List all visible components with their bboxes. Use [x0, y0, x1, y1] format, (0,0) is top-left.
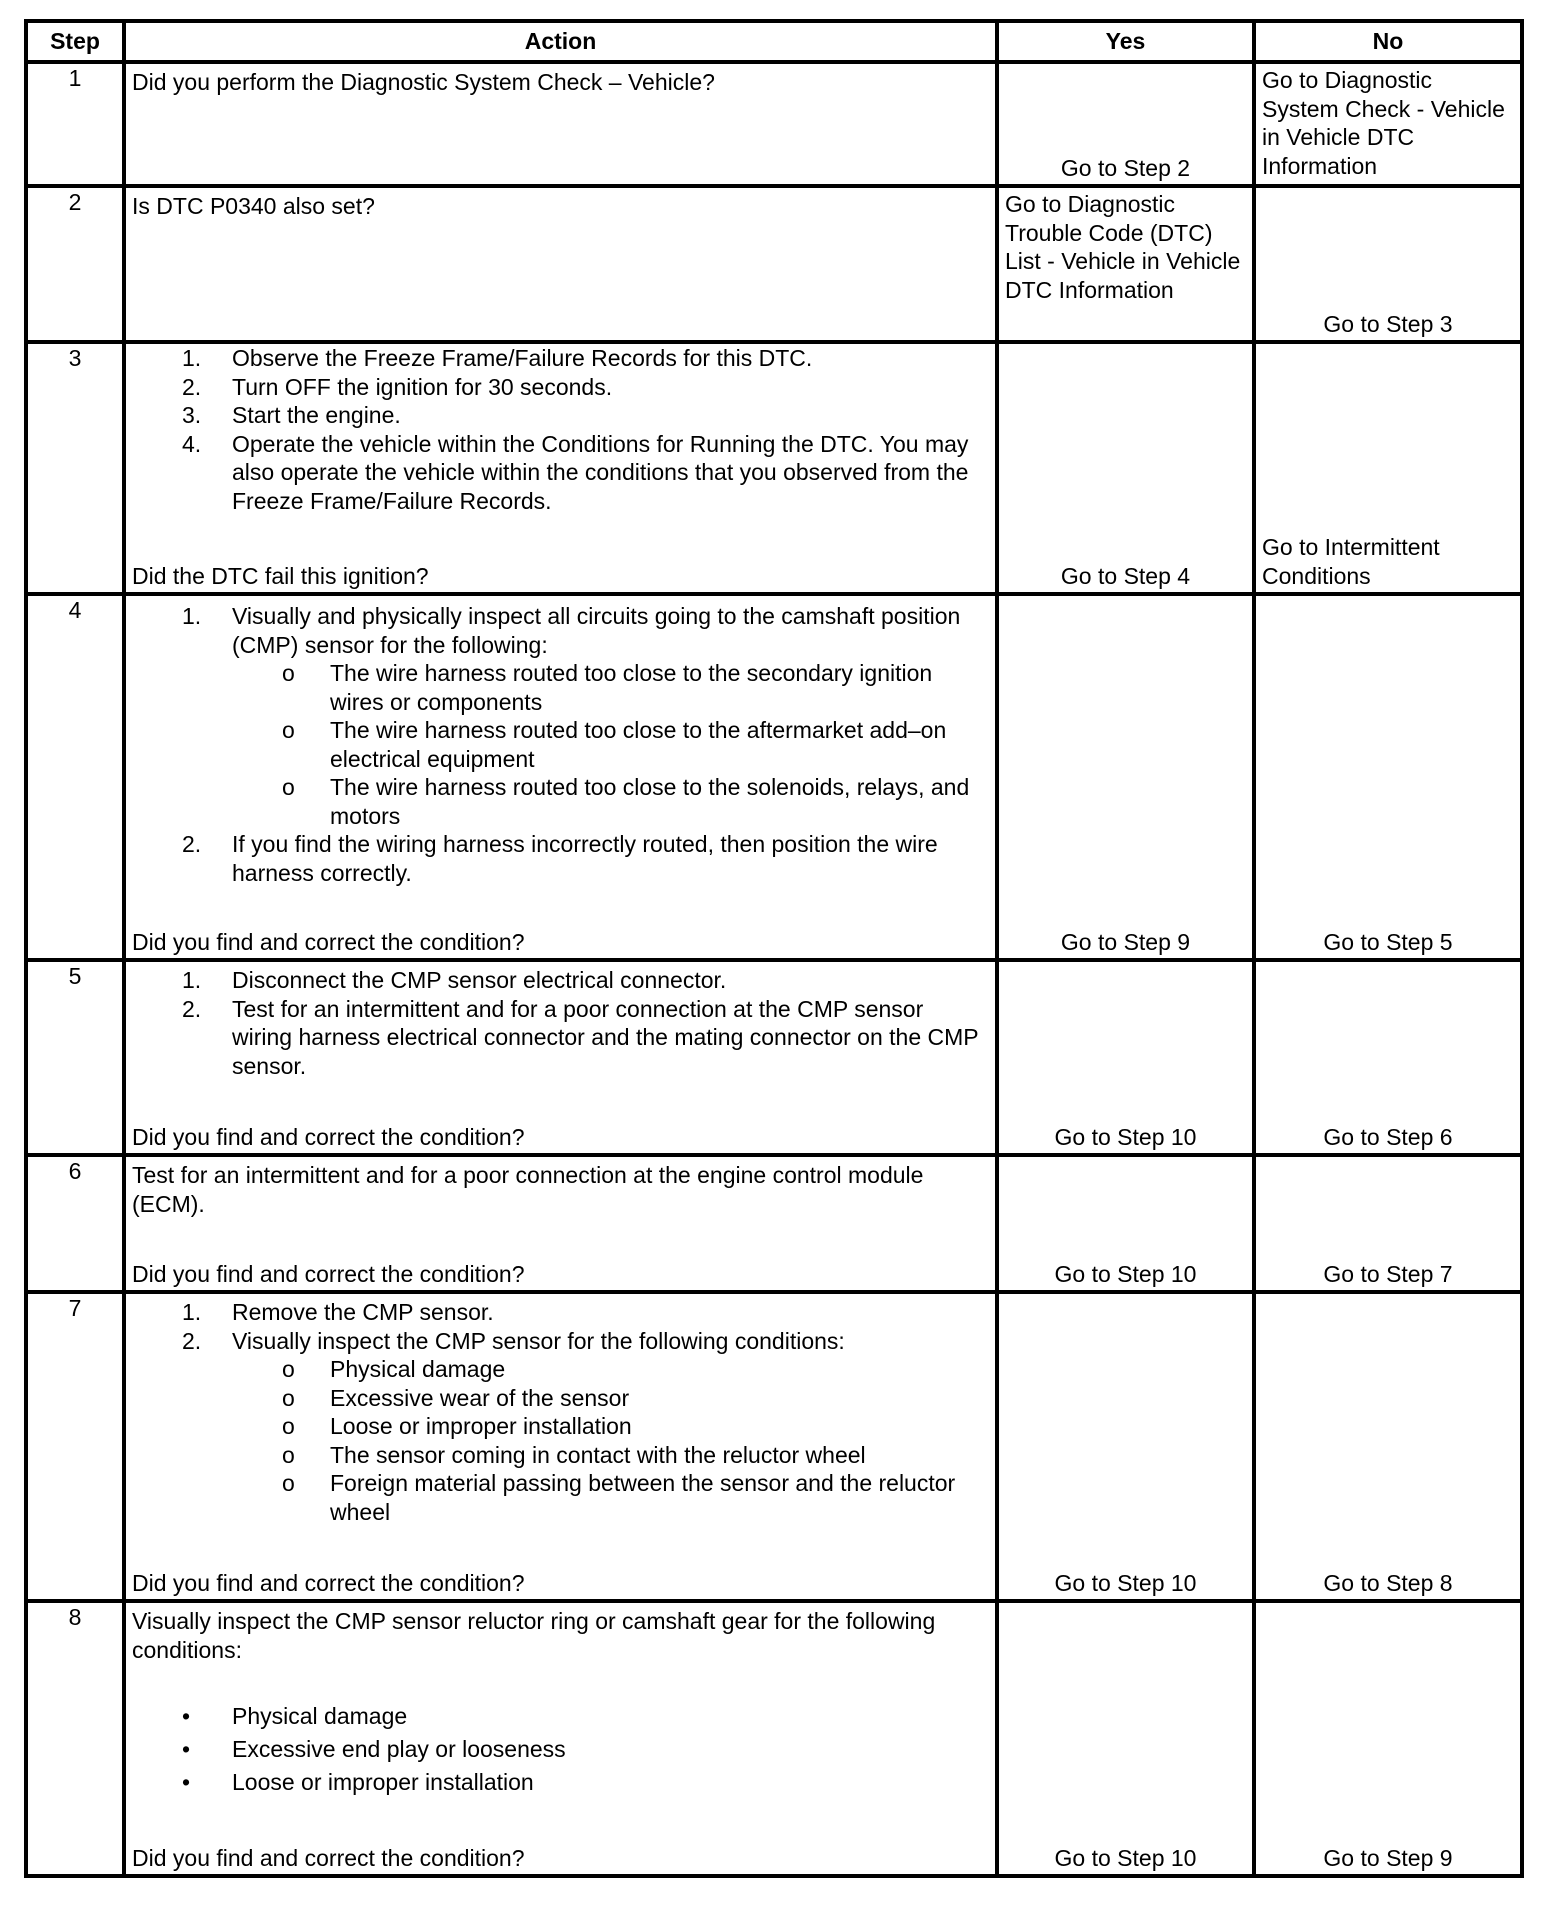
condition-text: Foreign material passing between the sensor and the reluctor wheel: [330, 1470, 956, 1525]
step-number: 5: [26, 960, 124, 1155]
item-text: Start the engine.: [232, 402, 401, 428]
condition-text: Physical damage: [330, 1356, 506, 1382]
item-text: Visually and physically inspect all circuits going to the camshaft position (CMP) sensor for the following:: [232, 603, 961, 658]
no-result: Go to Step 6: [1323, 1123, 1453, 1150]
circle-bullet-icon: o: [282, 1413, 295, 1439]
action-cell: [124, 594, 997, 960]
header-row: [26, 21, 1522, 62]
condition-item: [232, 1441, 989, 1470]
yes-result: Go to Step 10: [1054, 1844, 1197, 1871]
item-number: 1.: [182, 603, 202, 629]
item-text: Remove the CMP sensor.: [232, 1299, 494, 1325]
table-row-step-4: [26, 594, 1522, 960]
circle-bullet-icon: o: [282, 660, 295, 686]
table-row-step-8: [26, 1601, 1522, 1876]
item-number: 1.: [182, 967, 202, 993]
condition-list: [132, 1700, 989, 1799]
step-number: 2: [26, 186, 124, 342]
yes-result: Go to Step 10: [1054, 1260, 1197, 1287]
table-row-step-3: [26, 342, 1522, 594]
condition-item: [232, 1355, 989, 1384]
step-number: 7: [26, 1292, 124, 1601]
condition-text: Loose or improper installation: [232, 1769, 534, 1795]
yes-cell: [997, 960, 1254, 1155]
condition-item: [132, 1700, 989, 1733]
header-step: Step: [26, 21, 124, 62]
yes-cell: [997, 594, 1254, 960]
yes-result: Go to Step 10: [1054, 1569, 1197, 1596]
item-text: Operate the vehicle within the Conditions for Running the DTC. You may also operate the vehicle within the conditions that you observed from the Freeze Frame/Failure Records.: [232, 430, 969, 514]
condition-item: [132, 1766, 989, 1799]
item-number: 2.: [182, 831, 202, 857]
bullet-icon: •: [182, 1703, 191, 1729]
action-cell: [124, 960, 997, 1155]
item-text: Test for an intermittent and for a poor connection at the CMP sensor wiring harness electrical connector and the mating connector on the CMP sensor.: [232, 995, 979, 1079]
no-cell: [1254, 1155, 1522, 1292]
action-cell: [124, 62, 997, 186]
condition-item: [132, 1733, 989, 1766]
condition-list: [232, 659, 989, 830]
action-text: Is DTC P0340 also set?: [132, 193, 375, 219]
item-number: 1.: [182, 345, 202, 371]
circle-bullet-icon: o: [282, 1356, 295, 1382]
no-result: Go to Step 5: [1323, 928, 1453, 955]
item-text: Visually inspect the CMP sensor for the following conditions:: [232, 1327, 845, 1354]
table-row-step-5: [26, 960, 1522, 1155]
action-question: Did you find and correct the condition?: [132, 1123, 525, 1150]
item-number: 3.: [182, 402, 202, 428]
item-number: 2.: [182, 1327, 202, 1354]
condition-item: [232, 659, 989, 716]
no-cell: [1254, 342, 1522, 594]
item-text: Turn OFF the ignition for 30 seconds.: [232, 373, 613, 400]
yes-result: Go to Step 2: [1060, 154, 1191, 181]
step-number: 8: [26, 1601, 124, 1876]
action-text: Did you perform the Diagnostic System Check – Vehicle?: [132, 69, 715, 95]
bullet-icon: •: [182, 1769, 191, 1795]
circle-bullet-icon: o: [282, 717, 295, 743]
yes-result: Go to Diagnostic Trouble Code (DTC) List - Vehicle in Vehicle DTC Information: [1005, 191, 1241, 303]
yes-result: Go to Step 4: [1060, 562, 1191, 589]
no-result: Go to Step 9: [1323, 1844, 1453, 1871]
yes-cell: [997, 186, 1254, 342]
table-row-step-2: [26, 186, 1522, 342]
yes-cell: [997, 1601, 1254, 1876]
circle-bullet-icon: o: [282, 774, 295, 800]
condition-item: [232, 773, 989, 830]
item-number: 4.: [182, 430, 202, 457]
condition-text: Loose or improper installation: [330, 1413, 632, 1439]
header-yes: Yes: [997, 21, 1254, 62]
header-action: Action: [124, 21, 997, 62]
no-cell: [1254, 960, 1522, 1155]
procedure-item: [132, 1298, 989, 1327]
step-number: 1: [26, 62, 124, 186]
action-cell: [124, 342, 997, 594]
condition-text: The wire harness routed too close to the aftermarket add–on electrical equipment: [330, 717, 947, 772]
yes-cell: [997, 342, 1254, 594]
circle-bullet-icon: o: [282, 1384, 295, 1411]
action-question: Did you find and correct the condition?: [132, 1844, 525, 1871]
step-number: 6: [26, 1155, 124, 1292]
action-question: Did the DTC fail this ignition?: [132, 562, 429, 589]
table-row-step-7: [26, 1292, 1522, 1601]
procedure-list: [132, 602, 989, 887]
no-cell: [1254, 1292, 1522, 1601]
yes-cell: [997, 1292, 1254, 1601]
no-result: Go to Intermittent Conditions: [1262, 534, 1440, 589]
procedure-item: [132, 830, 989, 887]
condition-text: Physical damage: [232, 1703, 408, 1729]
no-cell: [1254, 594, 1522, 960]
procedure-item: [132, 1327, 989, 1527]
yes-result: Go to Step 9: [1060, 928, 1191, 955]
condition-item: [232, 1469, 989, 1526]
no-result: Go to Diagnostic System Check - Vehicle in Vehicle DTC Information: [1262, 67, 1505, 179]
action-question: Did you find and correct the condition?: [132, 1260, 525, 1287]
action-cell: [124, 186, 997, 342]
condition-text: The wire harness routed too close to the solenoids, relays, and motors: [330, 774, 970, 829]
header-no: No: [1254, 21, 1522, 62]
action-cell: [124, 1155, 997, 1292]
step-number: 3: [26, 342, 124, 594]
circle-bullet-icon: o: [282, 1470, 295, 1496]
procedure-item: [132, 373, 989, 402]
condition-item: [232, 1384, 989, 1413]
yes-cell: [997, 62, 1254, 186]
yes-cell: [997, 1155, 1254, 1292]
item-number: 1.: [182, 1299, 202, 1325]
circle-bullet-icon: o: [282, 1441, 295, 1468]
condition-item: [232, 716, 989, 773]
yes-result: Go to Step 10: [1054, 1123, 1197, 1150]
action-cell: [124, 1292, 997, 1601]
action-question: Did you find and correct the condition?: [132, 928, 525, 955]
procedure-item: [132, 344, 989, 373]
no-cell: [1254, 62, 1522, 186]
item-text: Disconnect the CMP sensor electrical connector.: [232, 967, 727, 993]
item-number: 2.: [182, 995, 202, 1022]
condition-text: The wire harness routed too close to the secondary ignition wires or components: [330, 660, 933, 715]
condition-item: [232, 1412, 989, 1441]
no-result: Go to Step 3: [1323, 310, 1453, 337]
item-text: If you find the wiring harness incorrectly routed, then position the wire harness correctly.: [232, 831, 938, 886]
procedure-item: [132, 966, 989, 995]
action-question: Did you find and correct the condition?: [132, 1569, 525, 1596]
bullet-icon: •: [182, 1736, 191, 1762]
step-number: 4: [26, 594, 124, 960]
no-cell: [1254, 1601, 1522, 1876]
no-result: Go to Step 8: [1323, 1569, 1453, 1596]
condition-text: Excessive wear of the sensor: [330, 1384, 630, 1411]
procedure-list: [132, 966, 989, 1080]
item-text: Observe the Freeze Frame/Failure Records for this DTC.: [232, 345, 813, 371]
procedure-item: [132, 430, 989, 516]
diagnostic-table: [24, 19, 1524, 1878]
table-row-step-1: [26, 62, 1522, 186]
procedure-list: [132, 344, 989, 515]
condition-text: The sensor coming in contact with the reluctor wheel: [330, 1441, 866, 1468]
condition-list: [232, 1355, 989, 1526]
action-text: Visually inspect the CMP sensor reluctor ring or camshaft gear for the following conditions:: [132, 1608, 936, 1663]
action-text: Test for an intermittent and for a poor connection at the engine control module (ECM).: [132, 1162, 924, 1217]
condition-text: Excessive end play or looseness: [232, 1736, 566, 1762]
no-result: Go to Step 7: [1323, 1260, 1453, 1287]
procedure-item: [132, 401, 989, 430]
procedure-list: [132, 1298, 989, 1526]
procedure-item: [132, 995, 989, 1081]
table-row-step-6: [26, 1155, 1522, 1292]
procedure-item: [132, 602, 989, 830]
no-cell: [1254, 186, 1522, 342]
item-number: 2.: [182, 373, 202, 400]
action-cell: [124, 1601, 997, 1876]
